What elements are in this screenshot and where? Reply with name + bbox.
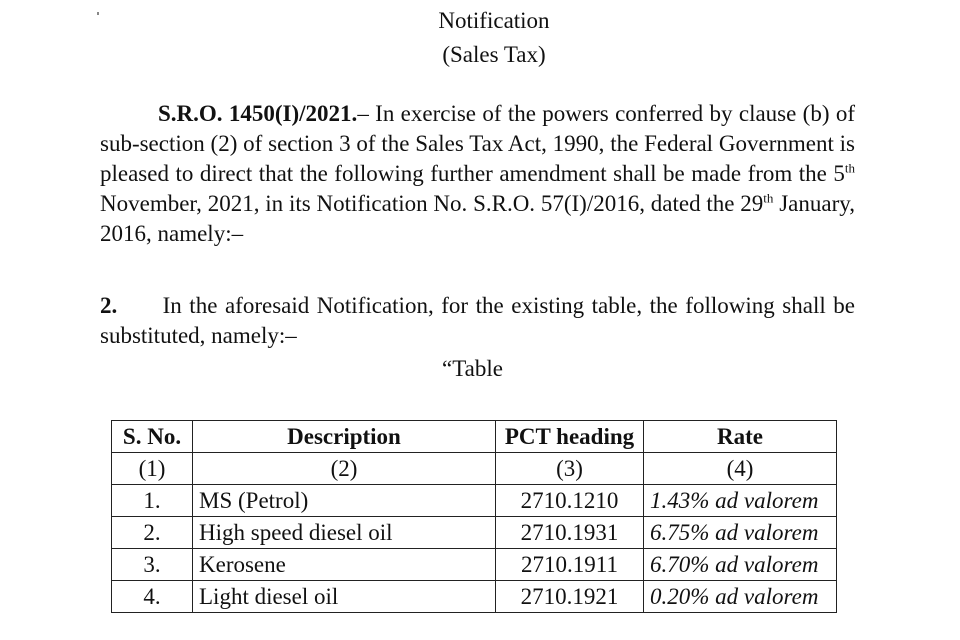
table-row bbox=[112, 549, 837, 581]
paragraph-2 bbox=[100, 291, 855, 351]
table-label: “Table bbox=[442, 356, 503, 381]
header-rate: Rate bbox=[644, 421, 837, 453]
sro-number: S.R.O. 1450(I)/2021. bbox=[158, 101, 358, 126]
description-cell: High speed diesel oil bbox=[193, 517, 496, 549]
pct-cell: 2710.1911 bbox=[496, 549, 644, 581]
sno-cell: 3. bbox=[112, 549, 193, 581]
pct-cell: 2710.1921 bbox=[496, 581, 644, 613]
pct-cell: 2710.1210 bbox=[496, 485, 644, 517]
table-row bbox=[112, 517, 837, 549]
description-cell: Light diesel oil bbox=[193, 581, 496, 613]
table-row bbox=[112, 485, 837, 517]
rate-table bbox=[111, 420, 837, 613]
rate-cell: 0.20% ad valorem bbox=[644, 581, 837, 613]
header-sno: S. No. bbox=[112, 421, 193, 453]
sno-cell: 1. bbox=[112, 485, 193, 517]
notification-title: Notification bbox=[438, 8, 550, 33]
table-row bbox=[112, 581, 837, 613]
paragraph-1-text-a: – In exercise of the powers conferred by clause (b) of sub-section (2) of section 3 of the Sales Tax Act, 1990, the Federal Government is pleased to direct that the following further amendment shall be made from the 5 bbox=[100, 101, 856, 186]
paragraph-2-number: 2. bbox=[100, 293, 118, 318]
table-header-row bbox=[112, 421, 837, 453]
sno-cell: 4. bbox=[112, 581, 193, 613]
paragraph-1-text-c: January, 2016, namely:– bbox=[100, 191, 855, 246]
rate-cell: 6.70% ad valorem bbox=[644, 549, 837, 581]
notification-subtitle: (Sales Tax) bbox=[442, 42, 546, 67]
superscript-th: th bbox=[844, 160, 855, 176]
rate-cell: 6.75% ad valorem bbox=[644, 517, 837, 549]
table-index-row bbox=[112, 453, 837, 485]
pct-cell: 2710.1931 bbox=[496, 517, 644, 549]
paragraph-1 bbox=[100, 99, 855, 249]
paragraph-2-text: In the aforesaid Notification, for the existing table, the following shall be substituted, namely:– bbox=[100, 293, 856, 348]
index-cell: (1) bbox=[112, 453, 193, 485]
header-description: Description bbox=[193, 421, 496, 453]
header-pct-heading: PCT heading bbox=[496, 421, 644, 453]
superscript-th: th bbox=[763, 190, 774, 206]
index-cell: (4) bbox=[644, 453, 837, 485]
description-cell: Kerosene bbox=[193, 549, 496, 581]
sno-cell: 2. bbox=[112, 517, 193, 549]
paragraph-1-text-b: November, 2021, in its Notification No. S.R.O. 57(I)/2016, dated the 29 bbox=[100, 191, 764, 216]
index-cell: (2) bbox=[193, 453, 496, 485]
rate-cell: 1.43% ad valorem bbox=[644, 485, 837, 517]
index-cell: (3) bbox=[496, 453, 644, 485]
description-cell: MS (Petrol) bbox=[193, 485, 496, 517]
